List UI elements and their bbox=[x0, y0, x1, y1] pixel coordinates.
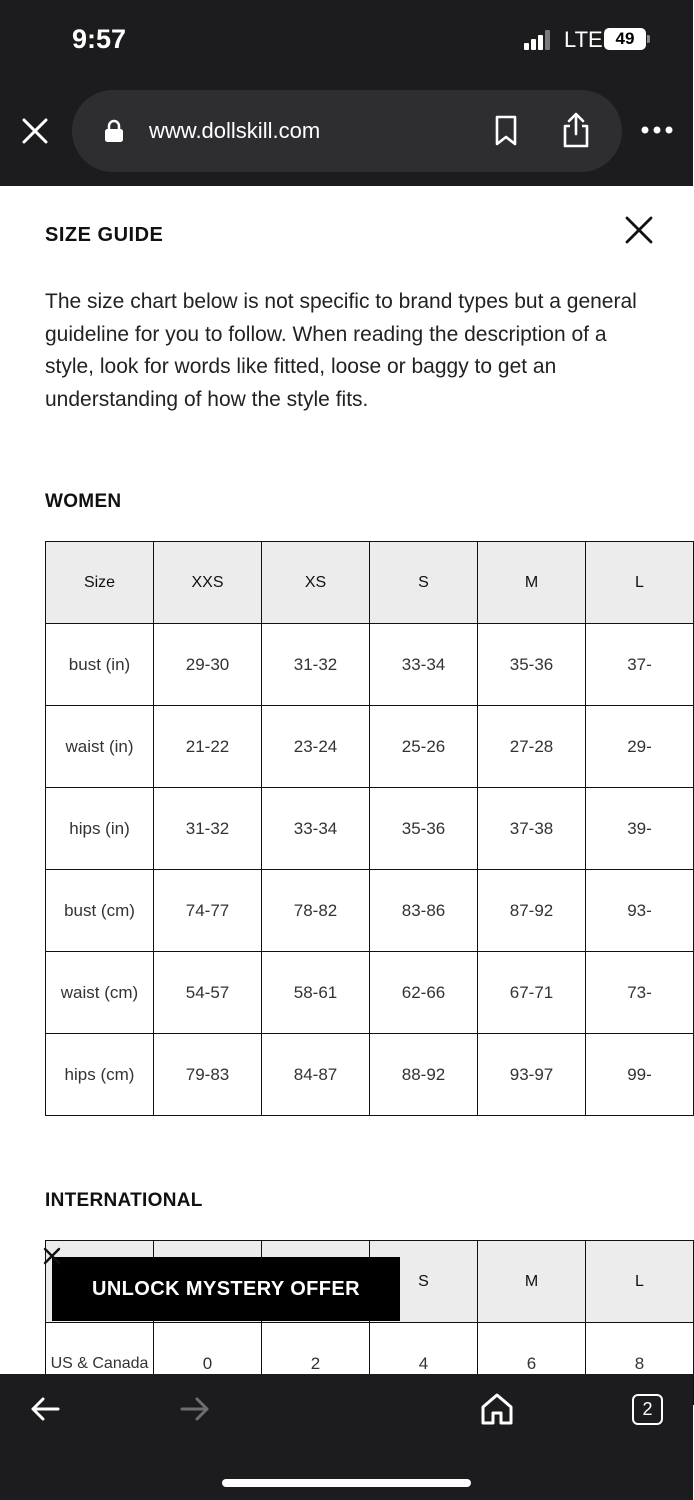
bookmark-icon[interactable] bbox=[494, 115, 518, 147]
table-cell: 39- bbox=[586, 788, 694, 870]
size-guide-title: SIZE GUIDE bbox=[45, 224, 164, 246]
battery-tip bbox=[647, 35, 650, 43]
table-header-cell: M bbox=[478, 542, 586, 624]
table-cell: 35-36 bbox=[478, 624, 586, 706]
table-cell: 0 bbox=[154, 1323, 262, 1405]
international-section-title: INTERNATIONAL bbox=[45, 1190, 203, 1211]
home-indicator bbox=[222, 1479, 471, 1487]
women-size-table bbox=[45, 541, 652, 1116]
table-cell: 4 bbox=[370, 1323, 478, 1405]
table-cell: 25-26 bbox=[370, 706, 478, 788]
table-row bbox=[46, 1034, 694, 1116]
table-cell: 8 bbox=[586, 1323, 694, 1405]
table-cell: bust (in) bbox=[46, 624, 154, 706]
table-cell: 73- bbox=[586, 952, 694, 1034]
table-cell: 74-77 bbox=[154, 870, 262, 952]
table-row bbox=[46, 788, 694, 870]
signal-icon bbox=[524, 30, 552, 50]
table-cell: 79-83 bbox=[154, 1034, 262, 1116]
table-cell: 33-34 bbox=[370, 624, 478, 706]
close-icon[interactable] bbox=[20, 116, 50, 146]
battery-icon: 49 bbox=[604, 28, 646, 50]
table-cell: bust (cm) bbox=[46, 870, 154, 952]
table-row bbox=[46, 624, 694, 706]
table-cell: 29-30 bbox=[154, 624, 262, 706]
table-cell: US & Canada bbox=[46, 1323, 154, 1405]
table-cell: 27-28 bbox=[478, 706, 586, 788]
close-icon[interactable] bbox=[624, 215, 654, 245]
table-cell: 87-92 bbox=[478, 870, 586, 952]
table-row bbox=[46, 870, 694, 952]
table-cell: 35-36 bbox=[370, 788, 478, 870]
share-icon[interactable] bbox=[561, 112, 591, 148]
table-cell: 2 bbox=[262, 1323, 370, 1405]
lock-icon bbox=[104, 119, 124, 143]
table-header-row bbox=[46, 542, 694, 624]
back-arrow-icon[interactable] bbox=[30, 1396, 60, 1422]
table-cell: 31-32 bbox=[154, 788, 262, 870]
table-cell: hips (cm) bbox=[46, 1034, 154, 1116]
table-cell: 67-71 bbox=[478, 952, 586, 1034]
table-cell: 58-61 bbox=[262, 952, 370, 1034]
table-cell: 29- bbox=[586, 706, 694, 788]
table-cell: 83-86 bbox=[370, 870, 478, 952]
size-guide-intro: The size chart below is not specific to brand types but a general guideline for you to follow. When reading the description of a style, look for words like fitted, loose or baggy to get an understanding of how the style fits. bbox=[45, 290, 637, 411]
home-icon[interactable] bbox=[480, 1392, 514, 1426]
close-icon[interactable] bbox=[42, 1246, 62, 1266]
table-cell: 88-92 bbox=[370, 1034, 478, 1116]
table-cell: 31-32 bbox=[262, 624, 370, 706]
table-cell: waist (in) bbox=[46, 706, 154, 788]
table-cell: 33-34 bbox=[262, 788, 370, 870]
table-cell: waist (cm) bbox=[46, 952, 154, 1034]
table-cell: 78-82 bbox=[262, 870, 370, 952]
table-cell: 23-24 bbox=[262, 706, 370, 788]
women-section-title: WOMEN bbox=[45, 491, 122, 512]
table-cell: 93-97 bbox=[478, 1034, 586, 1116]
table-header-cell: XS bbox=[262, 542, 370, 624]
unlock-offer-button[interactable]: UNLOCK MYSTERY OFFER bbox=[52, 1257, 400, 1321]
table-cell: 21-22 bbox=[154, 706, 262, 788]
table-header-cell: S bbox=[370, 542, 478, 624]
network-label: LTE bbox=[564, 27, 603, 52]
status-time: 9:57 bbox=[72, 24, 127, 54]
table-cell: 62-66 bbox=[370, 952, 478, 1034]
table-header-cell: M bbox=[478, 1241, 586, 1323]
table-cell: 37- bbox=[586, 624, 694, 706]
table-header-cell: XXS bbox=[154, 542, 262, 624]
table-cell: 37-38 bbox=[478, 788, 586, 870]
forward-arrow-icon[interactable] bbox=[180, 1396, 210, 1422]
url-text[interactable]: www.dollskill.com bbox=[149, 118, 321, 143]
tabs-button[interactable]: 2 bbox=[632, 1394, 663, 1425]
table-header-cell: L bbox=[586, 542, 694, 624]
table-cell: 54-57 bbox=[154, 952, 262, 1034]
table-cell: 84-87 bbox=[262, 1034, 370, 1116]
table-header-cell: Size bbox=[46, 542, 154, 624]
table-header-cell: L bbox=[586, 1241, 694, 1323]
table-header-cell: S bbox=[370, 1241, 478, 1323]
table-row bbox=[46, 952, 694, 1034]
more-options-icon[interactable] bbox=[641, 126, 673, 134]
table-cell: 93- bbox=[586, 870, 694, 952]
table-cell: hips (in) bbox=[46, 788, 154, 870]
table-cell: 6 bbox=[478, 1323, 586, 1405]
table-cell: 99- bbox=[586, 1034, 694, 1116]
table-row bbox=[46, 706, 694, 788]
